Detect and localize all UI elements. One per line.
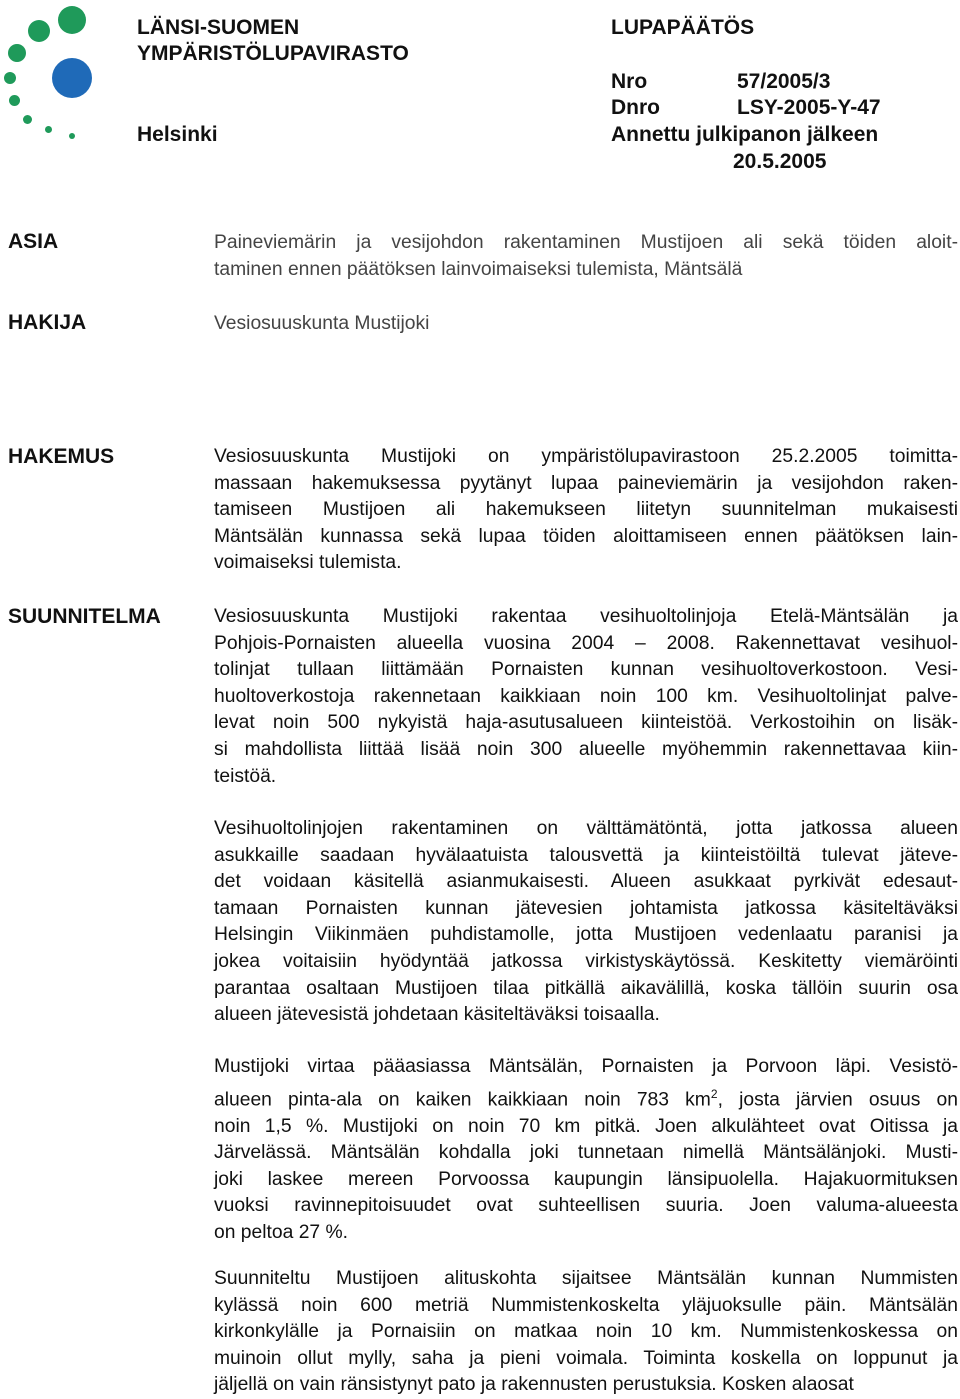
text-line: taminen ennen päätöksen lainvoimaiseksi tulemista, Mäntsälä — [214, 258, 743, 280]
text-line: massaan hakemuksessa pyytänyt lupaa paineviemärin ja vesijohdon raken- — [214, 472, 958, 494]
text-line: Helsingin Viikinmäen puhdistamolle, jotta Mustijoen vedenlaatu paranisi ja — [214, 924, 958, 946]
decision-number: 57/2005/3 — [737, 70, 831, 93]
agency-city: Helsinki — [137, 123, 218, 146]
text-line: jokea voitaisiin hyödyntää jatkossa virkistyskäytössä. Keskitetty viemäröinti — [214, 950, 958, 972]
text-line: teistöä. — [214, 765, 277, 787]
text-line: Pohjois-Pornaisten alueella vuosina 2004 – 2008. Rakennettavat vesihuol- — [214, 632, 958, 654]
text-fragment: , josta järvien osuus on — [717, 1089, 958, 1111]
text-line: vuoksi ravinnepitoisuudet ovat suhteellisen suuria. Joen valuma-alueesta — [214, 1195, 958, 1217]
plan-paragraph-1 — [214, 604, 958, 790]
diary-number: LSY-2005-Y-47 — [737, 96, 881, 119]
text-line: asukkaille saadaan hyvälaatuista talousvettä ja kiinteistöiltä tulevat jäteve- — [214, 844, 958, 866]
logo-dot — [8, 44, 26, 62]
logo-dot — [58, 6, 86, 34]
text-fragment: alueen pinta-ala on kaiken kaikkiaan noin 783 km — [214, 1089, 711, 1111]
plan-paragraph-2 — [214, 816, 958, 1029]
text-line: joki laskee mereen Porvoossa kaupungin länsipuolella. Hajakuormituksen — [214, 1168, 958, 1190]
section-label-suunnitelma: SUUNNITELMA — [8, 605, 161, 628]
logo-dot — [52, 58, 92, 98]
text-line: tamaan Pornaisten kunnan jätevesien johtamista jatkossa käsiteltäväksi — [214, 897, 958, 919]
section-label-hakemus: HAKEMUS — [8, 445, 115, 468]
text-line: Vesiosuuskunta Mustijoki rakentaa vesihuoltolinjoja Etelä-Mäntsälän ja — [214, 606, 958, 627]
text-line: on peltoa 27 %. — [214, 1221, 348, 1243]
text-line: voimaiseksi tulemista. — [214, 552, 402, 574]
text-line: tolinjat tullaan liittämään Pornaisten kunnan vesihuoltoverkostoon. Vesi- — [214, 659, 958, 681]
text-line: muinoin ollut mylly, saha ja pieni voimala. Toiminta koskella on loppunut ja — [214, 1347, 958, 1369]
text-line: kirkonkylälle ja Pornaisiin on matkaa noin 10 km. Nummistenkoskessa on — [214, 1321, 958, 1343]
issued-date: 20.5.2005 — [733, 150, 827, 173]
text-line: tamiseen Mustijoen ali hakemukseen liitetyn suunnitelman mukaisesti — [214, 499, 958, 521]
logo-dot — [23, 115, 32, 124]
logo-dot — [4, 72, 16, 84]
diary-number-label: Dnro — [611, 96, 660, 119]
section-label-hakija: HAKIJA — [8, 311, 87, 334]
text-line: parantaa osaltaan Mustijoen tilaa pitkällä aikavälillä, koska tällöin suurin osa — [214, 977, 958, 999]
applicant-text — [214, 311, 958, 338]
agency-name-line: LÄNSI-SUOMEN — [137, 16, 300, 39]
text-line: huoltoverkostoja rakennetaan kaikkiaan noin 100 km. Vesihuoltolinjat palve- — [214, 685, 958, 707]
application-text — [214, 444, 958, 577]
text-line: Vesiosuuskunta Mustijoki — [214, 313, 430, 334]
text-line: si mahdollista liittää lisää noin 300 alueelle myöhemmin rakennettavaa kiin- — [214, 738, 958, 760]
logo-dot — [45, 126, 52, 133]
text-line: jäljellä on vain ränsistynyt pato ja rakennusten perustuksia. Kosken alaosat — [214, 1374, 854, 1396]
section-label-asia: ASIA — [8, 230, 59, 253]
agency-name-line: YMPÄRISTÖLUPAVIRASTO — [137, 42, 409, 65]
plan-paragraph-4 — [214, 1266, 958, 1399]
agency-name — [137, 15, 409, 67]
issued-label: Annettu julkipanon jälkeen — [611, 123, 879, 146]
logo-dot — [69, 133, 75, 139]
text-line: Mäntsälän kunnassa sekä lupaa töiden aloittamiseen ennen päätöksen lain- — [214, 525, 958, 547]
text-line: noin 1,5 %. Mustijoki on noin 70 km pitkä. Joen alkulähteet ovat Oitissa ja — [214, 1115, 958, 1137]
text-line: Järvelässä. Mäntsälän kohdalla joki tunnetaan nimellä Mäntsälänjoki. Musti- — [214, 1142, 958, 1164]
text-line: Paineviemärin ja vesijohdon rakentaminen Mustijoen ali sekä töiden aloit- — [214, 232, 958, 253]
text-line: det voidaan käsitellä asianmukaisesti. Alueen asukkaat pyrkivät edesaut- — [214, 871, 958, 893]
text-line: Vesiosuuskunta Mustijoki on ympäristölupavirastoon 25.2.2005 toimitta- — [214, 446, 958, 467]
decision-number-label: Nro — [611, 70, 648, 93]
text-line: levat noin 500 nykyistä haja-asutusalueen kiinteistöä. Verkostoihin on lisäk- — [214, 712, 958, 734]
logo-dot — [28, 20, 50, 42]
plan-paragraph-3 — [214, 1054, 958, 1247]
subject-text — [214, 230, 958, 283]
document-type: LUPAPÄÄTÖS — [611, 16, 755, 39]
text-line: alueen jätevesistä johdetaan käsiteltäväksi toisaalla. — [214, 1004, 660, 1026]
text-line: Mustijoki virtaa pääasiassa Mäntsälän, Pornaisten ja Porvoon läpi. Vesistö- — [214, 1056, 958, 1077]
text-line: Suunniteltu Mustijoen alituskohta sijaitsee Mäntsälän kunnan Nummisten — [214, 1268, 958, 1289]
logo-dot — [9, 95, 20, 106]
text-line: Vesihuoltolinjojen rakentaminen on välttämätöntä, jotta jatkossa alueen — [214, 818, 958, 839]
superscript: 2 — [710, 1086, 718, 1101]
text-line: kylässä noin 600 metriä Nummistenkoskelta yläjuoksulle päin. Mäntsälän — [214, 1294, 958, 1316]
text-line — [214, 1081, 958, 1114]
agency-logo — [0, 0, 100, 150]
